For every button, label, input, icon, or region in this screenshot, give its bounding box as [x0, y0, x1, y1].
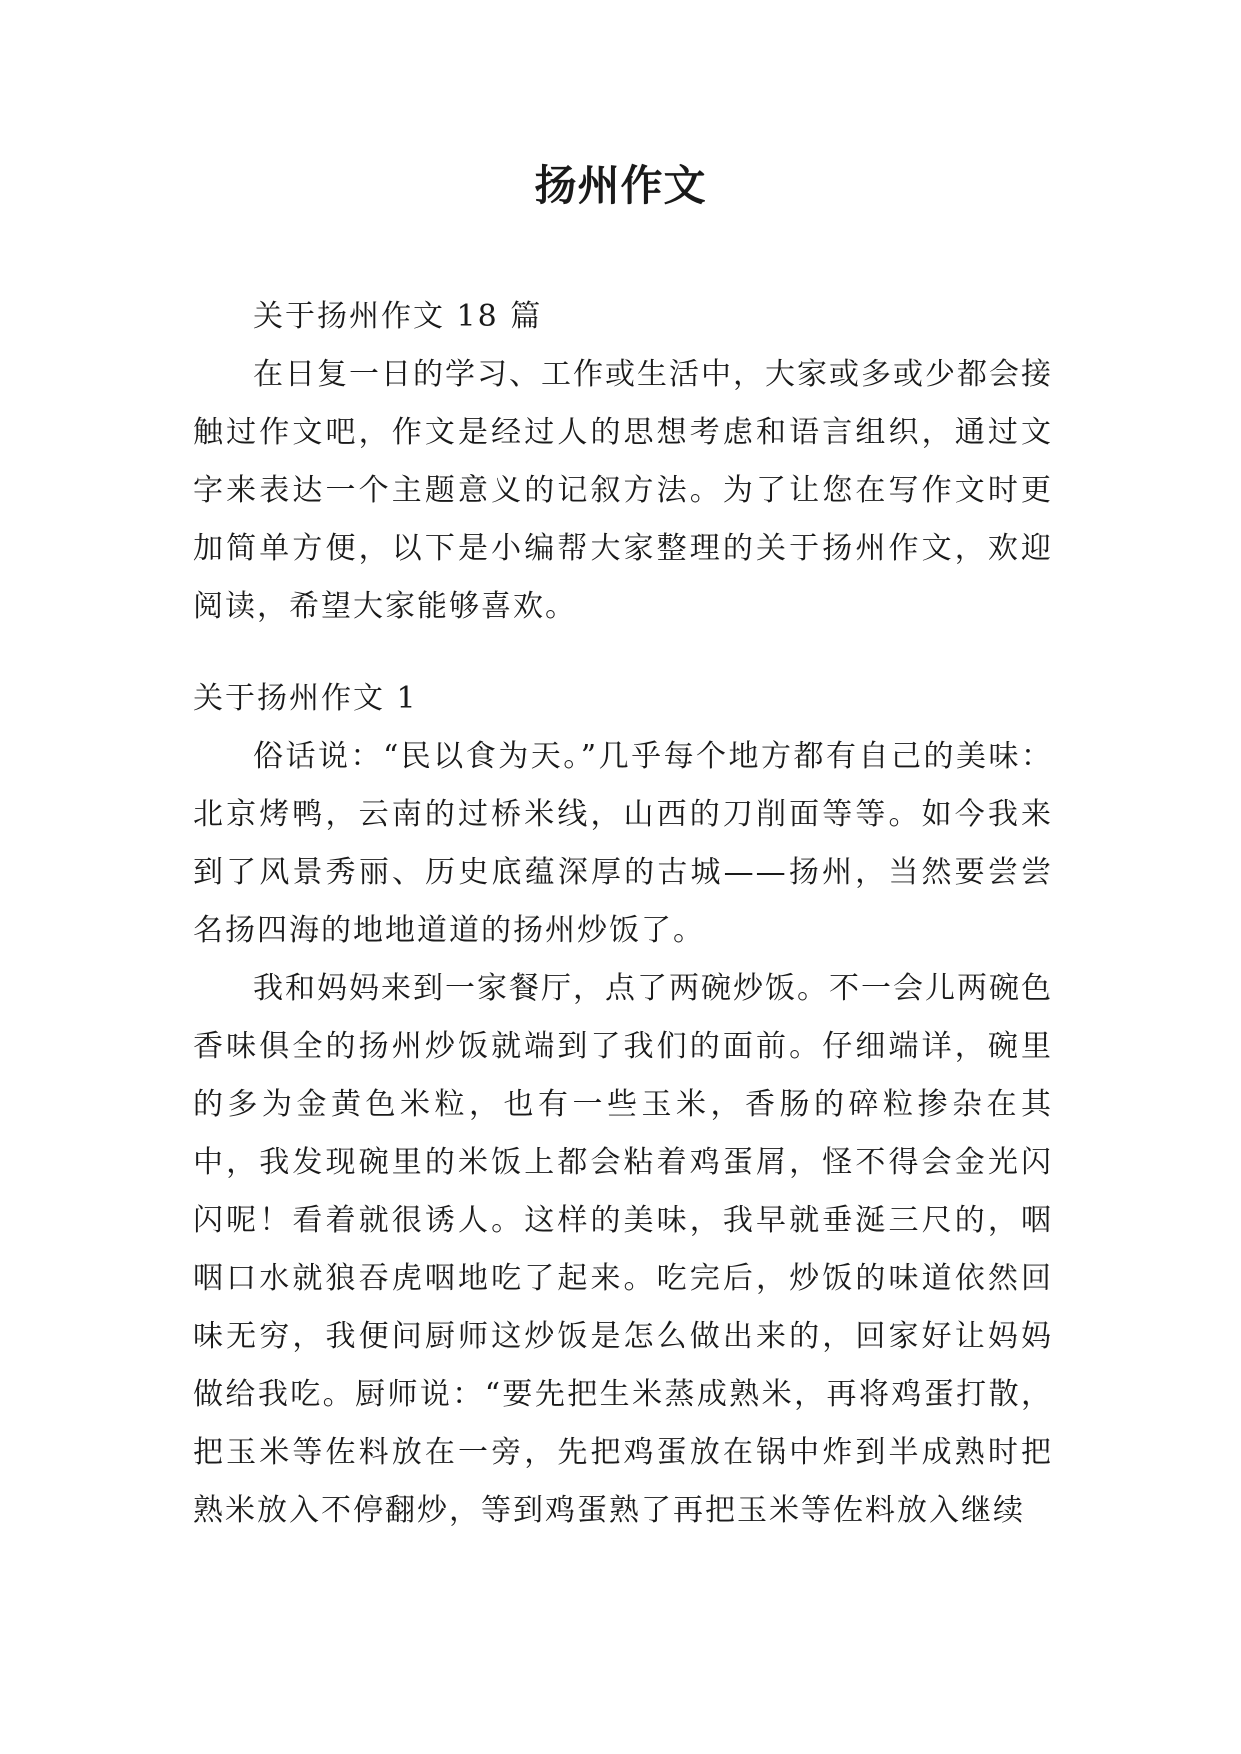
document-body	[193, 288, 1053, 1540]
section-heading: 关于扬州作文 1	[193, 681, 418, 716]
document-title: 扬州作文	[534, 161, 707, 210]
intro-paragraph: 在日复一日的学习、工作或生活中，大家或多或少都会接触过作文吧，作文是经过人的思想考虑和语言组织，通过文字来表达一个主题意义的记叙方法。为了让您在写作文时更加简单方便，以下是小编帮大家整理的关于扬州作文，欢迎阅读，希望大家能够喜欢。	[193, 357, 1053, 624]
intro-heading: 关于扬州作文 18 篇	[253, 299, 543, 334]
body-paragraph: 俗话说：“民以食为天。”几乎每个地方都有自己的美味：北京烤鸭，云南的过桥米线，山西的刀削面等等。如今我来到了风景秀丽、历史底蕴深厚的古城——扬州，当然要尝尝名扬四海的地地道道的扬州炒饭了。	[193, 739, 1053, 948]
body-paragraph: 我和妈妈来到一家餐厅，点了两碗炒饭。不一会儿两碗色香味俱全的扬州炒饭就端到了我们的面前。仔细端详，碗里的多为金黄色米粒，也有一些玉米，香肠的碎粒掺杂在其中，我发现碗里的米饭上都会粘着鸡蛋屑，怪不得会金光闪闪呢！看着就很诱人。这样的美味，我早就垂涎三尺的，咽咽口水就狼吞虎咽地吃了起来。吃完后，炒饭的味道依然回味无穷，我便问厨师这炒饭是怎么做出来的，回家好让妈妈做给我吃。厨师说：“要先把生米蒸成熟米，再将鸡蛋打散，把玉米等佐料放在一旁，先把鸡蛋放在锅中炸到半成熟时把熟米放入不停翻炒，等到鸡蛋熟了再把玉米等佐料放入继续	[193, 971, 1053, 1528]
